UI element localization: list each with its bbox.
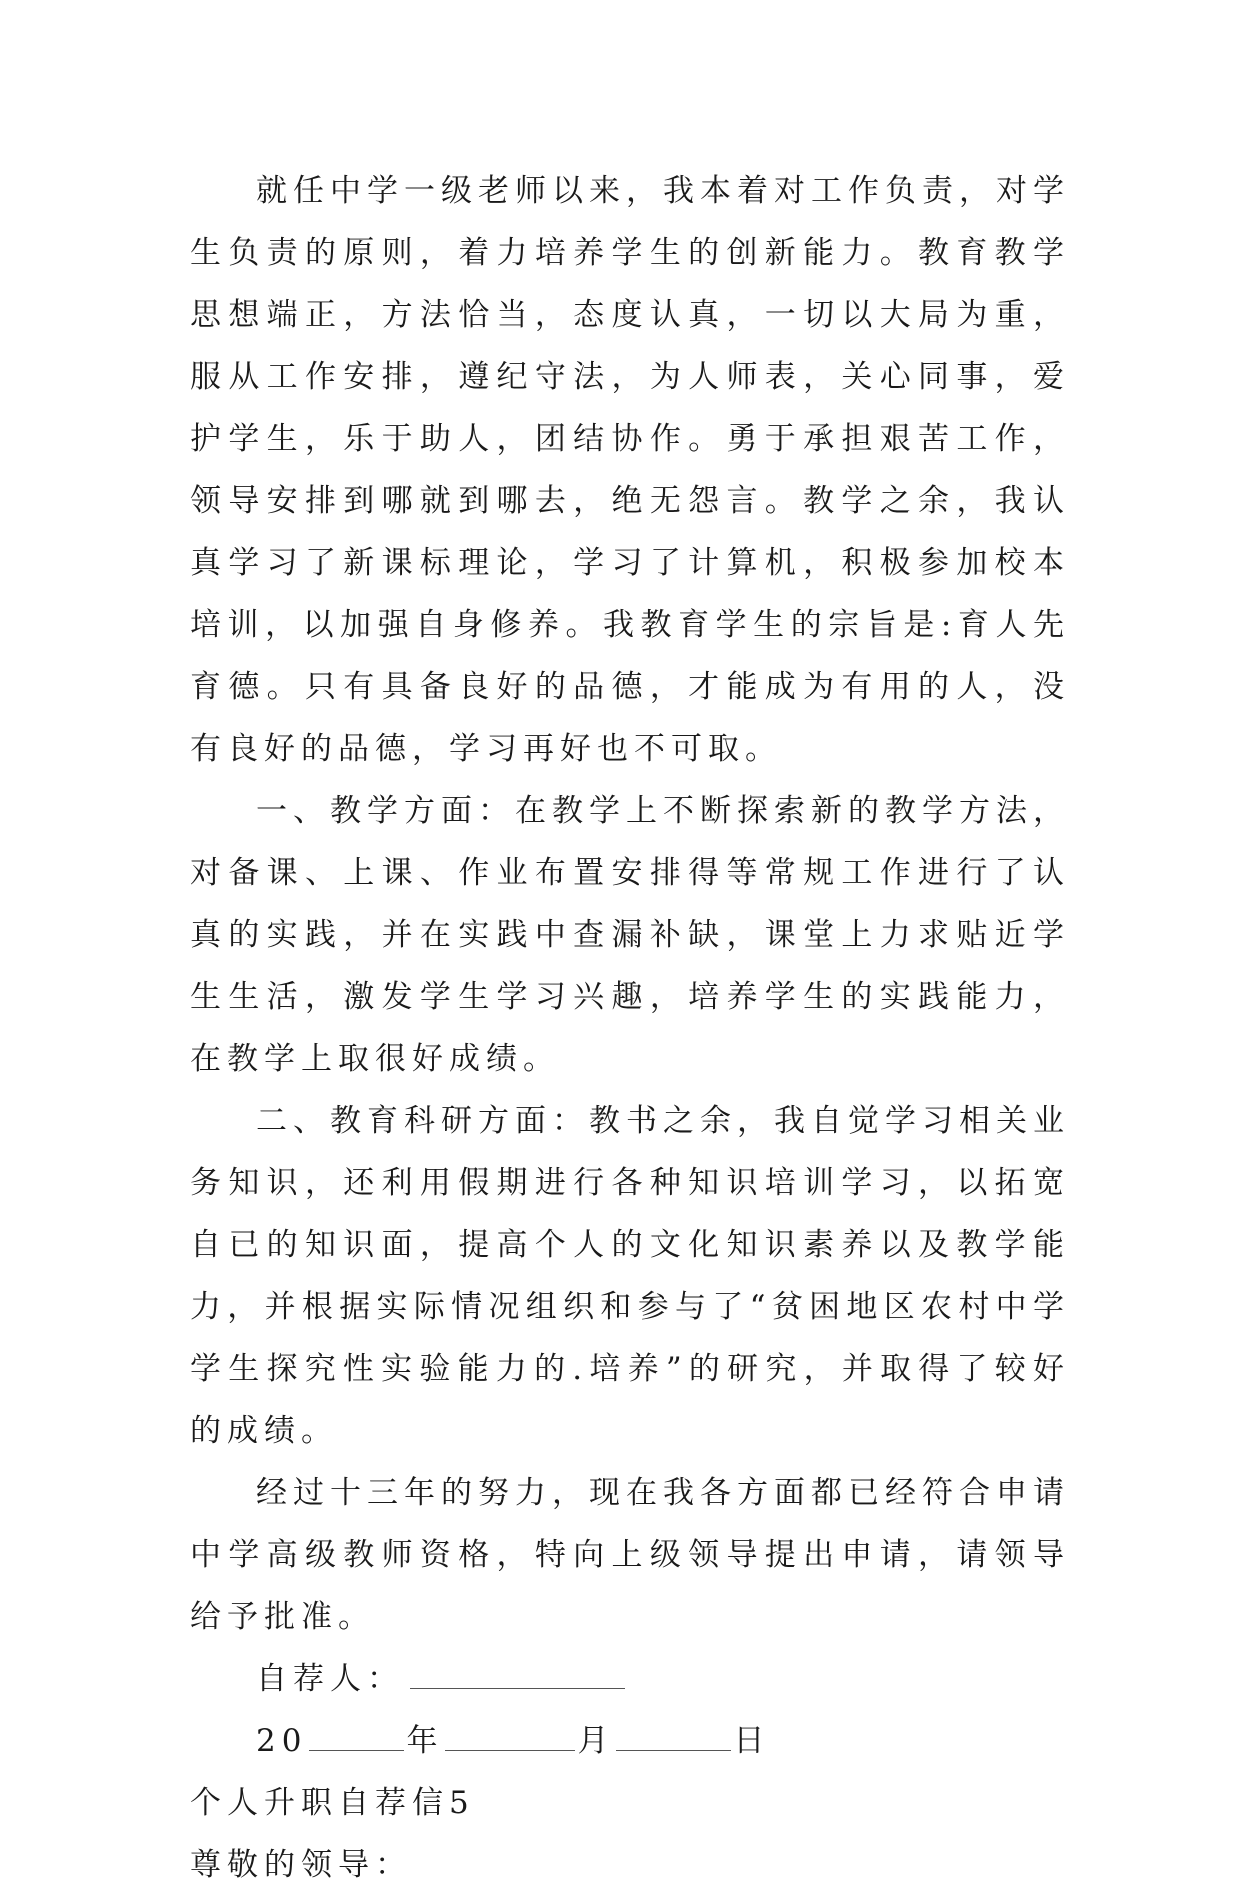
year-label: 年 [406, 1723, 444, 1759]
month-blank [445, 1716, 575, 1751]
date-line [190, 1710, 1070, 1772]
day-label: 日 [733, 1723, 771, 1759]
next-letter-title: 个人升职自荐信5 [190, 1785, 475, 1821]
signature-blank [410, 1654, 625, 1689]
day-blank [616, 1716, 731, 1751]
paragraph-research: 二、教育科研方面：教书之余，我自觉学习相关业务知识，还利用假期进行各种知识培训学习，以拓宽自已的知识面，提高个人的文化知识素养以及教学能力，并根据实际情况组织和参与了“贫困地区农村中学学生探究性实验能力的.培养”的研究，并取得了较好的成绩。 [190, 1103, 1070, 1449]
date-prefix: 20 [256, 1723, 308, 1759]
signature-line [190, 1648, 1070, 1710]
paragraph-intro: 就任中学一级老师以来，我本着对工作负责，对学生负责的原则，着力培养学生的创新能力。教育教学思想端正，方法恰当，态度认真，一切以大局为重，服从工作安排，遵纪守法，为人师表，关心同事，爱护学生，乐于助人，团结协作。勇于承担艰苦工作，领导安排到哪就到哪去，绝无怨言。教学之余，我认真学习了新课标理论，学习了计算机，积极参加校本培训，以加强自身修养。我教育学生的宗旨是:育人先育德。只有具备良好的品德，才能成为有用的人，没有良好的品德，学习再好也不可取。 [190, 173, 1070, 767]
paragraph-request: 经过十三年的努力，现在我各方面都已经符合申请中学高级教师资格，特向上级领导提出申请，请领导给予批准。 [190, 1475, 1070, 1635]
signature-label: 自荐人： [256, 1661, 404, 1697]
paragraph-teaching: 一、教学方面：在教学上不断探索新的教学方法，对备课、上课、作业布置安排得等常规工作进行了认真的实践，并在实践中查漏补缺，课堂上力求贴近学生生活，激发学生学习兴趣，培养学生的实践能力，在教学上取很好成绩。 [190, 793, 1070, 1077]
document-page [190, 160, 1070, 1896]
next-letter-salutation: 尊敬的领导： [190, 1847, 412, 1883]
year-blank [309, 1716, 404, 1751]
month-label: 月 [577, 1723, 615, 1759]
